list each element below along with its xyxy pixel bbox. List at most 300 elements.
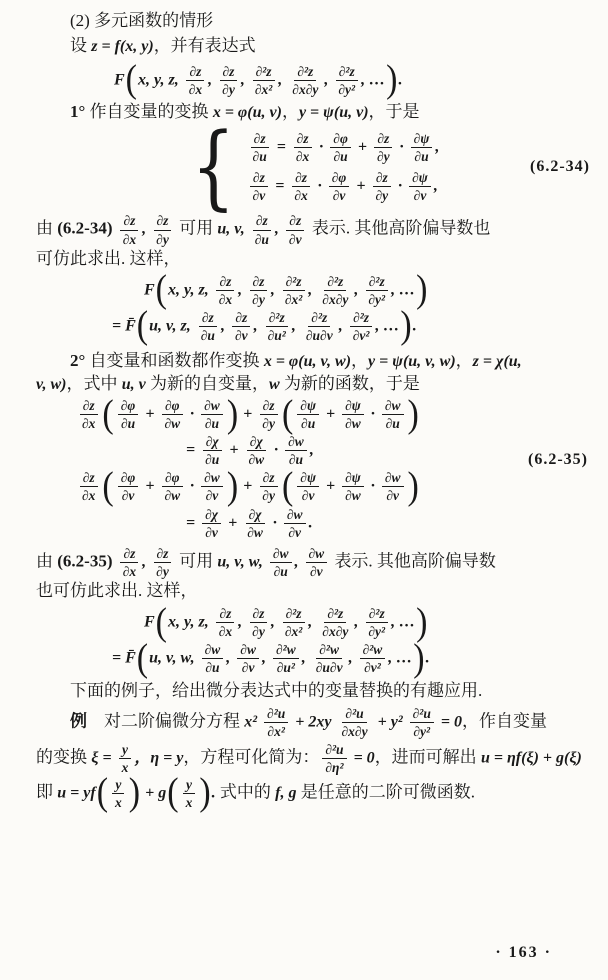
fraction-numerator: ∂z [154,213,172,230]
fraction [252,213,272,246]
math-text: · [315,138,328,156]
math-text: , [308,613,317,631]
fraction [237,642,259,675]
fraction [183,777,196,810]
math-text: , [261,649,270,667]
fraction [198,310,218,343]
fraction-numerator: ∂z [286,213,304,230]
page-number: · 163 · [495,944,552,962]
math-text: , [435,138,440,156]
fraction [409,170,431,203]
fraction-denominator: ∂u [120,416,136,432]
fraction-numerator: ∂ψ [411,131,433,148]
fraction [342,470,364,503]
math-text: + [321,477,340,495]
fraction-numerator: ∂w [201,470,223,487]
fraction-numerator: ∂χ [203,434,222,451]
cjk-text: 可用 [174,218,218,238]
fraction-numerator: ∂χ [202,507,221,524]
fraction [411,131,433,164]
fraction-numerator: ∂z [260,398,278,415]
math-text: + [353,138,371,156]
equation-635-line1: $\frac{\partial z}{\partial x}$ ( $\frac{\partial\varphi}{\partial u}$ + $\frac{\partial\varphi}{\partial w}$ · $\frac{\partial w}{\partial u}$ ) + $\frac{\partial z}{\partial y}$ ( $\frac{\partial\psi}{\partial u}$ + $\frac{\partial\psi}{\partial w}$ · $\frac{\partial w}{\partial u}$ ) [76,397,582,432]
fraction-numerator: ∂w [382,470,404,487]
fraction [216,606,235,639]
fraction [293,131,312,164]
fraction-denominator: ∂v [288,524,302,540]
fraction-denominator: ∂y [156,231,169,247]
fraction-numerator: ∂²z [366,274,388,291]
fraction [291,170,310,203]
para-after-635-line2 [36,580,582,603]
fraction-numerator: ∂z [232,310,250,327]
fraction-numerator: ∂z [294,131,312,148]
math-text: w [269,376,280,393]
fraction-denominator: ∂v [301,488,315,504]
fraction-numerator: ∂²w [316,642,342,659]
fraction-denominator: ∂u [385,416,400,432]
fraction [350,310,373,343]
equation-635-line3: $\frac{\partial z}{\partial x}$ ( $\frac{\partial\varphi}{\partial v}$ + $\frac{\partial\varphi}{\partial w}$ · $\frac{\partial w}{\partial v}$ ) + $\frac{\partial z}{\partial y}$ ( $\frac{\partial\psi}{\partial v}$ + $\frac{\partial\psi}{\partial w}$ · $\frac{\partial w}{\partial v}$ ) [76,469,582,504]
fraction-numerator: ∂z [216,274,234,291]
fraction-numerator: ∂z [253,213,271,230]
fraction-denominator: ∂y [375,188,389,204]
fraction-denominator: ∂x² [267,724,285,740]
math-text: v, w) [36,376,67,393]
fraction-denominator: ∂x [82,488,96,504]
math-text: F [114,71,125,89]
fraction-numerator: ∂ψ [297,398,319,415]
fraction-denominator: ∂w [164,416,181,432]
fraction-denominator: ∂w [345,416,361,432]
fraction-numerator: ∂²z [336,64,358,81]
math-text: ξ = [91,749,116,767]
fraction [284,507,306,540]
fraction-denominator: ∂v [205,524,218,540]
math-text: + [224,514,242,532]
math-text: F [144,281,155,299]
math-text: + [321,405,340,423]
cjk-text: 设 [70,35,92,55]
cjk-text: 自变量和函数都作变换 [85,351,264,371]
cjk-text: 由 [36,218,58,238]
math-text: + y² [373,713,407,731]
fraction-denominator: ∂x [82,416,96,432]
fraction-denominator: ∂u [205,660,220,676]
fraction [264,706,288,739]
fraction [329,170,350,203]
fraction-denominator: ∂y [252,291,265,307]
fraction-numerator: ∂w [306,546,328,563]
equation-635-line4 [186,506,582,541]
fraction-denominator: ∂u [273,563,288,579]
math-text: · [394,177,407,195]
fraction-numerator: ∂²z [324,274,346,291]
fraction-numerator: ∂w [237,642,259,659]
fraction-numerator: ∂ψ [297,470,319,487]
fraction [289,64,321,97]
math-text: x = φ(u, v, w) [263,353,352,371]
math-text: , [238,281,247,299]
fraction-numerator: ∂z [216,606,234,623]
math-text: , [338,317,347,335]
fraction-denominator: x [121,759,129,775]
fraction-denominator: ∂y² [338,81,356,97]
fraction-denominator: ∂u [301,416,316,432]
cjk-text: ， [281,102,299,122]
para-case2-line2 [36,373,582,396]
fraction-denominator: ∂η² [325,759,344,775]
fraction [303,310,336,343]
fraction-denominator: ∂w [247,524,263,540]
math-text: x = φ(u, v) [212,104,282,122]
fraction-denominator: ∂x [122,563,137,579]
equation-634-line1 [247,130,440,165]
fraction-denominator: ∂v [386,488,399,504]
fraction [273,642,299,675]
cjk-text: ， [455,351,473,371]
fraction-denominator: ∂v [252,188,266,204]
fraction [186,64,205,97]
math-text: , [433,177,438,195]
cjk-text: ，于是 [368,102,420,122]
fraction-numerator: ∂²z [283,606,305,623]
math-text: . [308,514,313,532]
cjk-text [112,219,116,238]
fraction-denominator: ∂v [310,563,323,579]
para-example-line2 [36,741,582,776]
bold-text: 1° [70,102,86,122]
fraction [118,470,139,503]
fraction-denominator: ∂x [218,291,233,307]
math-text: = [272,138,290,156]
fraction-denominator: ∂u [254,231,269,247]
fraction-numerator: ∂²z [308,310,330,327]
math-text: u, v, w, [149,649,199,667]
math-text: , [142,220,151,238]
fraction-denominator: ∂v [413,188,427,204]
fraction-numerator: ∂z [80,398,98,415]
fraction-numerator: ∂²z [324,606,346,623]
cjk-text: 为新的自变量， [145,374,270,393]
fraction-denominator: ∂u² [267,327,286,343]
cjk-text: 作自变量的变换 [85,102,213,122]
fraction [365,606,388,639]
formula-F-pair2-top: F(x, y, z, $\frac{\partial z}{\partial x}$ , $\frac{\partial z}{\partial y}$ , $\frac{\text{∂²z}}{\text{∂x²}}$ , $\frac{\text{∂²z}}{\partial x\partial y}$ , $\frac{\text{∂²z}}{\text{∂y²}}$ , …) [144,600,428,644]
formula-F-pair1-top: F(x, y, z, $\frac{\partial z}{\partial x}$ , $\frac{\partial z}{\partial y}$ , $\frac{\text{∂²z}}{\text{∂x²}}$ , $\frac{\text{∂²z}}{\partial x\partial y}$ , $\frac{\text{∂²z}}{\text{∂y²}}$ , …) [144,268,428,311]
fraction-numerator: ∂²w [360,642,386,659]
math-text: u, v [121,376,146,393]
heading-multivariate-case [36,10,582,33]
fraction-denominator: ∂u [288,452,304,468]
cjk-text: 表示. 其他高阶偏导数 [330,551,496,571]
fraction-numerator: ∂χ [246,507,265,524]
para-case1-transform [36,101,582,124]
fraction [250,170,269,203]
para-setup [36,35,582,58]
fraction-numerator: ∂w [382,398,404,415]
fraction-numerator: ∂²w [273,642,299,659]
fraction-numerator: ∂φ [329,170,350,187]
fraction-denominator: ∂y² [413,724,431,740]
math-text: ，η = y [134,749,184,767]
math-text: . [398,71,403,89]
bold-text: (6.2-35) [57,551,113,571]
fraction-numerator: ∂z [120,213,138,230]
formula-F-pair1-bottom: = F̄(u, v, z, $\frac{\partial z}{\partial u}$ , $\frac{\partial z}{\partial v}$ , $\frac{\text{∂²z}}{\text{∂u²}}$ , $\frac{\text{∂²z}}{\partial u\partial v}$ , $\frac{\text{∂²z}}{\text{∂v²}}$ , …). [112,304,417,348]
math-text: + [352,177,370,195]
fraction-denominator: ∂y² [368,624,386,640]
fraction-denominator: ∂x [188,81,203,97]
cjk-text: 的变换 [36,747,92,767]
fraction-denominator: ∂x² [284,624,303,640]
cjk-text: ，方程可化简为： [183,747,320,767]
fraction-numerator: ∂z [250,606,268,623]
fraction [360,642,386,675]
fraction-denominator: ∂v [241,660,255,676]
math-text: · [395,138,408,156]
equation-block-635 [36,392,588,541]
math-text: + [225,441,243,459]
math-text: , [354,613,363,631]
fraction [270,546,292,579]
math-text: = 0 [436,713,462,731]
cjk-text: ，作自变量 [461,711,547,731]
math-text: = [271,177,289,195]
math-text: · [366,477,379,495]
para-after-634-line1 [36,212,582,247]
fraction-denominator: x [115,794,122,810]
fraction [245,434,267,467]
cjk-text: 是任意的二阶可微函数. [296,782,475,802]
fraction-numerator: ∂ψ [342,398,364,415]
cjk-text: ， [351,351,369,371]
fraction-denominator: ∂v² [364,660,381,676]
fraction [161,398,183,431]
fraction [112,777,125,810]
fraction-numerator: ∂ψ [409,170,431,187]
fraction-numerator: ∂w [270,546,292,563]
fraction-denominator: ∂u [414,149,429,165]
fraction [249,274,268,307]
math-text: · [186,477,199,495]
para-after-634-line2 [36,248,582,271]
fraction-denominator: ∂x [295,149,310,165]
fraction-numerator: ∂z [199,310,217,327]
fraction-denominator: ∂x² [284,291,303,307]
fraction-denominator: ∂v [288,231,302,247]
fraction-numerator: ∂z [250,274,268,291]
fraction-numerator: ∂w [284,507,306,524]
math-text: = F̄ [112,317,136,335]
fraction [161,470,183,503]
fraction-denominator: ∂y [262,416,275,432]
math-text: u, v, z, [149,317,195,335]
fraction-numerator: ∂φ [118,398,139,415]
math-text: = [186,441,200,459]
math-text: , [270,281,279,299]
fraction [410,706,434,739]
formula-F-pair2-bottom: = F̄(u, v, w, $\frac{\partial w}{\partial u}$ , $\frac{\partial w}{\partial v}$ , $\frac{\text{∂²w}}{\text{∂u²}}$ , $\frac{\text{∂²w}}{\partial u\partial v}$ , $\frac{\text{∂²w}}{\text{∂v²}}$ , …). [112,636,430,680]
cjk-text: ，式中 [66,374,122,393]
para-after-635-line1 [36,545,582,580]
math-text: , [278,71,287,89]
fraction-numerator: ∂²z [294,64,316,81]
math-text: , [324,71,333,89]
fraction-numerator: ∂²u [264,706,288,723]
cjk-text: ，并有表达式 [153,35,256,55]
math-text: f, g [275,784,297,802]
fraction-numerator: ∂z [80,470,98,487]
fraction-numerator: ∂φ [162,470,183,487]
fraction [118,398,139,431]
fraction [339,706,371,739]
fraction [249,606,268,639]
math-text: u = yf [57,784,96,802]
math-text: + g [141,784,167,802]
fraction [120,546,139,579]
fraction-denominator: ∂u [252,149,267,165]
math-text: . [412,317,417,335]
math-text: , [348,649,357,667]
fraction-denominator: ∂x∂y [292,81,319,97]
fraction-denominator: ∂x∂y [322,291,349,307]
fraction [330,131,351,164]
math-text: , [354,281,363,299]
math-text: · [268,514,281,532]
fraction [153,546,172,579]
fraction [119,742,132,775]
fraction [232,310,251,343]
math-text: , [253,317,262,335]
math-text: , … [375,317,400,335]
fraction [202,642,224,675]
math-text: + 2xy [291,713,336,731]
fraction-denominator: ∂u∂v [305,327,333,343]
math-text: · [313,177,326,195]
fraction-numerator: ∂²u [410,706,434,723]
fraction [297,470,319,503]
para-example-intro [36,680,582,703]
bold-text: 例 [70,711,87,731]
fraction-numerator: ∂z [374,131,392,148]
fraction-denominator: ∂u [200,327,215,343]
math-text: , [270,613,279,631]
fraction [201,398,223,431]
math-text: + [239,405,257,423]
equation-635-line2 [186,433,582,468]
math-text: x² [244,713,262,731]
math-text: , [238,613,247,631]
fraction-denominator: x [185,794,193,810]
fraction [286,213,305,246]
math-text: , [301,649,310,667]
math-text: , [308,281,317,299]
math-text: , [220,317,229,335]
fraction [342,398,364,431]
math-text: y = ψ(u, v) [298,104,369,122]
fraction-denominator: ∂y [156,563,169,579]
fraction [313,642,346,675]
fraction [79,398,98,431]
fraction [382,470,404,503]
fraction-numerator: ∂²z [283,274,305,291]
math-text: . [211,784,216,802]
fraction-denominator: ∂x∂y [341,724,368,740]
fraction [202,507,221,540]
fraction-numerator: ∂z [292,170,310,187]
fraction [219,64,238,97]
math-text: , … [361,71,386,89]
fraction-denominator: ∂u [333,149,348,165]
cjk-text: (2) 多元函数的情形 [70,11,214,30]
fraction [335,64,358,97]
fraction-denominator: ∂x [122,231,137,247]
math-text: , [291,317,300,335]
math-text: , [309,441,314,459]
fraction-denominator: ∂y [252,624,265,640]
cjk-text: 即 [36,782,58,802]
fraction-numerator: ∂w [202,642,224,659]
math-text: + [239,477,257,495]
math-text: u, v, [217,220,249,238]
math-text: x, y, z, [138,71,183,89]
math-text: z = f(x, y) [91,37,154,55]
cjk-text: 对二阶偏微分方程 [87,711,245,731]
fraction-denominator: ∂u² [276,660,295,676]
fraction-denominator: ∂v [332,188,346,204]
math-text: , [294,553,303,571]
fraction [282,606,305,639]
equation-634-line2 [247,169,440,204]
math-text: = F̄ [112,649,136,667]
math-text: , [240,71,249,89]
para-example-line3: 即 u = yf( $\frac{y}{x}$ ) + g( $\frac{y}{x}$ ). 式中的 f, g 是任意的二阶可微函数. [36,771,475,815]
fraction-denominator: ∂w [164,488,181,504]
fraction [244,507,266,540]
cjk-text: ，进而可解出 [374,747,481,767]
fraction [285,434,307,467]
fraction [306,546,328,579]
fraction [319,606,351,639]
math-text: u, v, w, [217,553,267,571]
fraction [252,64,275,97]
fraction-denominator: ∂y [376,149,390,165]
fraction-numerator: y [119,742,131,759]
fraction-numerator: ∂²z [350,310,372,327]
para-example-line1 [36,705,582,740]
cjk-text: 表示. 其他高阶偏导数也 [307,218,491,238]
equation-system-634: { $\frac{\partial z}{\partial u}$ = $\frac{\partial z}{\partial x}$ · $\frac{\partial\varphi}{\partial u}$ + $\frac{\partial z}{\partial y}$ · $\frac{\partial\psi}{\partial u}$ , $\frac{\partial z}{\partial v}$ = $\frac{\partial z}{\partial x}$ · $\frac{\partial\varphi}{\partial v}$ + $\frac{\partial z}{\partial y}$ · $\frac{\partial\psi}{\partial v}$ , (6.2-34) [191,113,590,221]
math-text: · [186,405,199,423]
math-text: , [226,649,235,667]
fraction-numerator: ∂φ [162,398,183,415]
cjk-text: 式中的 [215,782,276,802]
fraction-numerator: y [183,777,195,794]
math-text: , … [391,613,416,631]
fraction [259,470,278,503]
fraction-denominator: ∂x² [254,81,273,97]
fraction-numerator: ∂w [201,398,223,415]
fraction [265,310,289,343]
fraction-denominator: ∂v² [352,327,370,343]
bold-text: (6.2-34) [57,218,113,238]
math-text: . [425,649,430,667]
fraction [259,398,278,431]
fraction [120,213,139,246]
math-text: = 0 [349,749,375,767]
fraction-numerator: ∂²z [266,310,288,327]
